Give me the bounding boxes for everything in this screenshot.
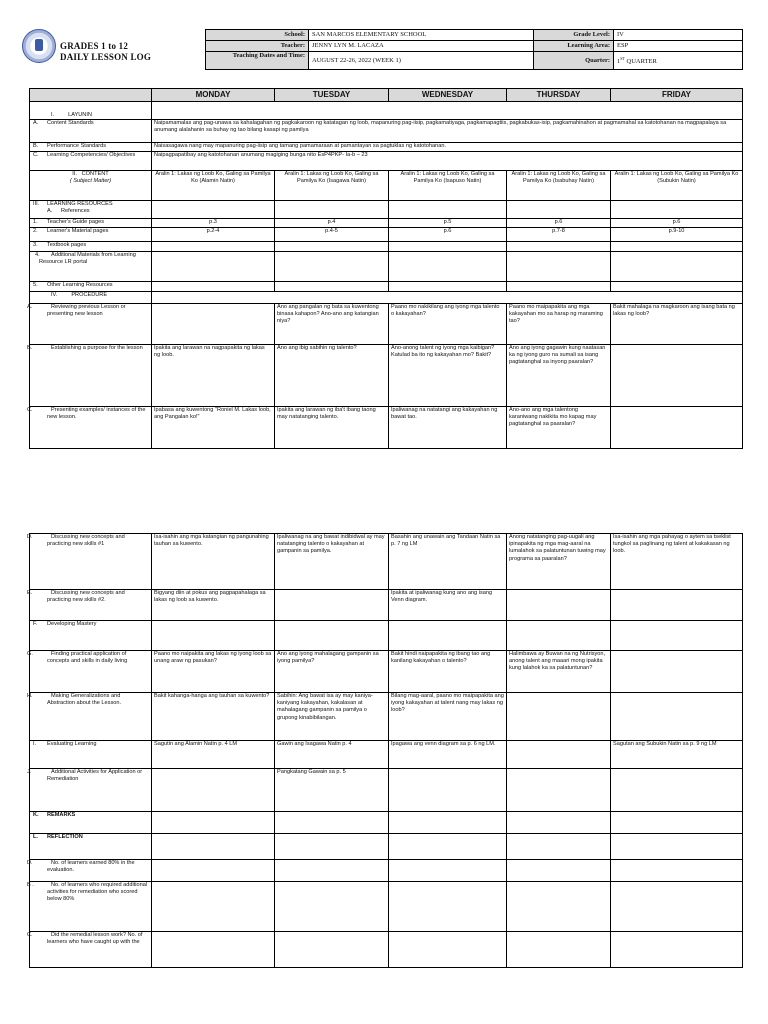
resources-cell-mon: [152, 201, 275, 219]
proc-f-fri: [611, 621, 743, 651]
reflection-row: [30, 834, 743, 860]
reflection-label: [30, 834, 152, 860]
proc-f-letter: F.: [33, 621, 38, 627]
tb-mon: [152, 242, 275, 252]
proc-d-monday: Isa-isahin ang mga katangian ng pangunahing tauhan sa kuwento.: [152, 534, 275, 590]
competencies-row: [30, 152, 743, 171]
content-wednesday: Aralin 1: Lakas ng Loob Ko, Galing sa Pamilya Ko (Isapuso Natin): [389, 171, 507, 201]
proc-h-row: [30, 693, 743, 741]
proc-c-label: [27, 407, 152, 449]
proc-a-text: Reviewing previous Lesson or presenting new lesson: [47, 304, 126, 318]
proc-b-thursday: Ano ang iyong gagawin kung naatasan ka ng iyong guro na sumali sa isang pagtatanghal sa inyong paaralan?: [507, 345, 611, 407]
proc-c-friday: [611, 407, 743, 449]
brand-line-2: DAILY LESSON LOG: [60, 52, 152, 62]
proc-e-letter: E.: [27, 590, 33, 596]
dates-label: Teaching Dates and Time:: [206, 52, 309, 70]
refl-d-thu: [507, 860, 611, 882]
proc-e-label: [27, 590, 152, 621]
remarks-label: [30, 812, 152, 834]
learning-resources-row: [30, 201, 743, 219]
grade-value: IV: [614, 30, 743, 41]
textbook-label: [30, 242, 152, 252]
quarter-value: [614, 52, 743, 70]
proc-j-letter: J.: [27, 769, 32, 775]
olr-mon: [152, 282, 275, 292]
tg-thursday: p.6: [507, 219, 611, 228]
deped-seal-icon: [22, 29, 56, 63]
content-row: [30, 171, 743, 201]
content-num: II.: [72, 171, 77, 177]
proc-e-tuesday: [275, 590, 389, 621]
refl-d-letter: D.: [27, 860, 33, 866]
am-fri: [611, 252, 743, 282]
refl-d-label: [27, 860, 152, 882]
olr-wed: [389, 282, 507, 292]
proc-e-thursday: [507, 590, 611, 621]
learners-material-label: [30, 228, 152, 242]
refl-d-text: No. of learners earned 80% in the evaluation.: [47, 860, 135, 874]
reflection-text: REFLECTION: [47, 834, 83, 840]
days-header-row: [30, 89, 743, 102]
proc-c-thursday: Ano-ano ang mga talentong karaniwang nakikita mo kapag may pagtatanghal sa paaralan?: [507, 407, 611, 449]
quarter-label: Quarter:: [534, 52, 614, 70]
olr-num: 5.: [33, 282, 38, 288]
references-text: References: [61, 208, 90, 215]
resources-num: III.: [33, 201, 40, 207]
content-thursday: Aralin 1: Lakas ng Loob Ko, Galing sa Pamilya Ko (Isabuhay Natin): [507, 171, 611, 201]
performance-standards-label: [30, 143, 152, 152]
school-label: School:: [206, 30, 309, 41]
proc-j-tuesday: Pangkatang Gawain sa p. 5: [275, 769, 389, 812]
refl-c-tue: [275, 932, 389, 968]
content-friday: Aralin 1: Lakas ng Loob Ko, Galing sa Pamilya Ko (Subukin Natin): [611, 171, 743, 201]
resources-cell-wed: [389, 201, 507, 219]
additional-materials-row: [30, 252, 743, 282]
teacher-label: Teacher:: [206, 41, 309, 52]
corner-cell: [30, 89, 152, 102]
proc-b-text: Establishing a purpose for the lesson: [51, 345, 143, 351]
proc-d-tuesday: Ipaliwanag na ang bawat indibidwal ay may natatanging talento o kakayahan at gampanin sa pamilya.: [275, 534, 389, 590]
performance-standards-text: Performance Standards: [47, 143, 107, 149]
refl-c-mon: [152, 932, 275, 968]
proc-h-letter: H.: [27, 693, 33, 699]
references-letter: A.: [47, 208, 53, 215]
refl-d-fri: [611, 860, 743, 882]
proc-c-text: Presenting examples/ instances of the new lesson.: [47, 407, 146, 421]
proc-e-friday: [611, 590, 743, 621]
content-tuesday: Aralin 1: Lakas ng Loob Ko, Galing sa Pamilya Ko (Isagawa Natin): [275, 171, 389, 201]
proc-h-tuesday: Sabihin: Ang bawat isa ay may kaniya-kaniyang kakayahan, kakalasan at mahalagang gampanin sa pamilya o grupong kinabibilangan.: [275, 693, 389, 741]
refl-d-row: [30, 860, 743, 882]
area-value: ESP: [614, 41, 743, 52]
other-resources-label: [30, 282, 152, 292]
content-standards-value: Naipamamalas ang pag-unawa sa kahalagahan ng pagkakaroon ng katatagan ng loob, mapanuring pag-iisip, pagkamatiyaga, pagkamapagtiis, pagkabukas-isip, pagkamahinahon at pagmamahal sa katotohanan na magpapalaya sa anumang alalahanin sa buhay ng tao bilang kasapi ng pamilya: [152, 120, 743, 143]
proc-a-letter: A.: [27, 304, 33, 310]
proc-h-wednesday: Bilang mag-aaral, paano mo maipapakita ang iyong kakayahan at talent nang may lakas ng loob?: [389, 693, 507, 741]
tb-text: Textbook pages: [47, 242, 87, 248]
proc-c-wednesday: Ipaliwanag na natatangi ang kakayahan ng bawat tao.: [389, 407, 507, 449]
resources-cell-fri: [611, 201, 743, 219]
refl-c-letter: C.: [27, 932, 33, 938]
dates-value: AUGUST 22-26, 2022 (WEEK 1): [309, 52, 534, 70]
performance-standards-row: [30, 143, 743, 152]
competencies-label: [30, 152, 152, 171]
proc-c-row: [30, 407, 743, 449]
proc-a-row: [30, 304, 743, 345]
header-info-table: [205, 29, 743, 70]
learners-material-row: [30, 228, 743, 242]
proc-b-letter: B.: [27, 345, 33, 351]
proc-j-wednesday: [389, 769, 507, 812]
refl-c-thu: [507, 932, 611, 968]
am-wed: [389, 252, 507, 282]
brand-line-1: GRADES 1 to 12: [60, 41, 129, 51]
proc-i-tuesday: Gawin ang Isagawa Natin p. 4: [275, 741, 389, 769]
am-num: 4.: [35, 252, 40, 258]
teacher-value: JENNY LYN M. LACAZA: [309, 41, 534, 52]
resources-cell-thu: [507, 201, 611, 219]
layunin-row: [30, 102, 743, 120]
proc-h-text: Making Generalizations and Abstraction about the Lesson.: [47, 693, 122, 707]
proc-g-monday: Paano mo naipakita ang lakas ng iyong loob sa unang araw ng pasukan?: [152, 651, 275, 693]
proc-f-wed: [389, 621, 507, 651]
lesson-table-page-1: [29, 88, 743, 449]
proc-c-letter: C.: [27, 407, 33, 413]
olr-tue: [275, 282, 389, 292]
quarter-word: QUARTER: [624, 58, 657, 66]
tg-num: 1.: [33, 219, 38, 225]
proc-g-letter: G.: [27, 651, 33, 657]
proc-h-monday: Bakit kahanga-hanga ang tauhan sa kuwento?: [152, 693, 275, 741]
proc-b-tuesday: Ano ang ibig sabihin ng talento?: [275, 345, 389, 407]
proc-c-tuesday: Ipakita ang larawan ng iba't ibang taong may natatanging talento.: [275, 407, 389, 449]
refl-d-tue: [275, 860, 389, 882]
refl-b-tue: [275, 882, 389, 932]
lm-friday: p.9-10: [611, 228, 743, 242]
proc-d-text: Discussing new concepts and practicing new skills #1: [47, 534, 125, 548]
day-tuesday: TUESDAY: [275, 89, 389, 102]
proc-i-thursday: [507, 741, 611, 769]
resources-title: LEARNING RESOURCES: [47, 201, 113, 207]
proc-i-friday: Sagutan ang Subukin Natin sa p. 9 ng LM: [611, 741, 743, 769]
performance-standards-value: Naisasagawa nang may mapanuring pag-iisip ang tamang pamamaraan at pamantayan sa pagtuklas ng katotohanan.: [152, 143, 743, 152]
am-tue: [275, 252, 389, 282]
am-thu: [507, 252, 611, 282]
proc-i-wednesday: Ipagawa ang venn diagram sa p. 6 ng LM.: [389, 741, 507, 769]
proc-f-row: [30, 621, 743, 651]
quarter-suffix: ST: [620, 55, 625, 61]
refl-c-row: [30, 932, 743, 968]
remarks-wed: [389, 812, 507, 834]
tg-friday: p.6: [611, 219, 743, 228]
reflection-wed: [389, 834, 507, 860]
proc-d-label: [27, 534, 152, 590]
learning-resources-label: [30, 201, 152, 219]
proc-a-thursday: Paano mo maipapakita ang mga kakayahan mo sa harap ng maraming tao?: [507, 304, 611, 345]
content-standards-label: [30, 120, 152, 143]
additional-materials-label: [30, 252, 152, 282]
tg-text: Teacher's Guide pages: [47, 219, 105, 225]
proc-g-row: [30, 651, 743, 693]
procedure-title: PROCEDURE: [71, 292, 108, 298]
lm-monday: p.2-4: [152, 228, 275, 242]
brand-title: [60, 41, 151, 63]
am-mon: [152, 252, 275, 282]
proc-b-monday: Ipakita ang larawan na nagpapakita ng lakas ng loob.: [152, 345, 275, 407]
tb-fri: [611, 242, 743, 252]
teachers-guide-row: [30, 219, 743, 228]
content-label: [30, 171, 152, 201]
am-text: Additional Materials from Learning Resource LR portal: [39, 252, 136, 266]
proc-j-text: Additional Activities for Application or Remediation: [47, 769, 143, 783]
proc-g-text: Finding practical application of concepts and skills in daily living: [47, 651, 128, 665]
reflection-thu: [507, 834, 611, 860]
procedure-num: IV.: [51, 292, 58, 298]
proc-h-thursday: [507, 693, 611, 741]
tb-tue: [275, 242, 389, 252]
refl-c-wed: [389, 932, 507, 968]
tg-monday: p.3: [152, 219, 275, 228]
content-standards-row: [30, 120, 743, 143]
content-title: CONTENT: [81, 171, 109, 177]
refl-d-mon: [152, 860, 275, 882]
olr-text: Other Learning Resources: [47, 282, 113, 288]
day-monday: MONDAY: [152, 89, 275, 102]
layunin-title: LAYUNIN: [68, 111, 92, 118]
quarter-number: 1: [617, 58, 621, 66]
remarks-letter: K.: [33, 812, 39, 818]
proc-i-text: Evaluating Learning: [47, 741, 97, 747]
proc-f-mon: [152, 621, 275, 651]
competencies-value: Naipagpapatibay ang katotohanan anumang magiging bunga nito EsP4PKP- Ia-b – 23: [152, 152, 743, 171]
content-monday: Aralin 1: Lakas ng Loob Ko, Galing sa Pamilya Ko (Alamin Natin): [152, 171, 275, 201]
remarks-fri: [611, 812, 743, 834]
lm-num: 2.: [33, 228, 38, 234]
proc-i-row: [30, 741, 743, 769]
layunin-heading: [30, 102, 152, 120]
proc-e-text: Discussing new concepts and practicing new skills #2.: [47, 590, 125, 604]
teachers-guide-label: [30, 219, 152, 228]
proc-d-letter: D.: [27, 534, 33, 540]
proc-a-friday: Bakit mahalaga na magkaroon ang isang bata ng lakas ng loob?: [611, 304, 743, 345]
proc-g-tuesday: Ano ang iyong mahalagang gampanin sa iyong pamilya?: [275, 651, 389, 693]
proc-g-wednesday: Bakit hindi naipapakita ng ibang tao ang kanilang kakayahan o talento?: [389, 651, 507, 693]
lm-wednesday: p.6: [389, 228, 507, 242]
lm-text: Learner's Material pages: [47, 228, 109, 234]
day-wednesday: WEDNESDAY: [389, 89, 507, 102]
tb-wed: [389, 242, 507, 252]
proc-a-monday: [152, 304, 275, 345]
proc-h-friday: [611, 693, 743, 741]
refl-b-mon: [152, 882, 275, 932]
proc-j-friday: [611, 769, 743, 812]
proc-d-wednesday: Basahin ang unawain ang Tandaan Natin sa p. 7 ng LM: [389, 534, 507, 590]
proc-g-thursday: Halimbawa ay Buwan na ng Nutrisyon, anong talent ang maaari mong ipakita kung lalahok ka sa palatuntunan?: [507, 651, 611, 693]
proc-d-thursday: Anong natatanging pag-uugali ang ipinapakita ng mga mag-aaral na lumalahok sa palatuntunan tuwing may programa sa paaralan?: [507, 534, 611, 590]
performance-standards-letter: B.: [33, 143, 39, 149]
remarks-thu: [507, 812, 611, 834]
tg-wednesday: p.5: [389, 219, 507, 228]
refl-d-wed: [389, 860, 507, 882]
proc-j-thursday: [507, 769, 611, 812]
proc-j-row: [30, 769, 743, 812]
proc-a-label: [27, 304, 152, 345]
content-standards-letter: A.: [33, 120, 39, 126]
refl-b-wed: [389, 882, 507, 932]
remarks-row: [30, 812, 743, 834]
proc-e-wednesday: Ipakita at ipaliwanag kung ano ang isang Venn diagram.: [389, 590, 507, 621]
layunin-num: I.: [51, 111, 55, 118]
tb-thu: [507, 242, 611, 252]
procedure-label: [30, 292, 152, 304]
reflection-mon: [152, 834, 275, 860]
proc-i-letter: I.: [33, 741, 37, 747]
proc-b-row: [30, 345, 743, 407]
proc-a-wednesday: Paano mo nakikilang ang iyong mga talento o kakayahan?: [389, 304, 507, 345]
proc-b-label: [27, 345, 152, 407]
competencies-letter: C.: [33, 152, 39, 158]
day-thursday: THURSDAY: [507, 89, 611, 102]
day-friday: FRIDAY: [611, 89, 743, 102]
refl-c-text: Did the remedial lesson work? No. of learners who have caught up with the: [47, 932, 143, 946]
lm-thursday: p.7-8: [507, 228, 611, 242]
proc-g-friday: [611, 651, 743, 693]
remarks-mon: [152, 812, 275, 834]
proc-f-tue: [275, 621, 389, 651]
proc-f-text: Developing Mastery: [47, 621, 97, 627]
remarks-text: REMARKS: [47, 812, 76, 818]
lesson-table-page-2: [29, 533, 743, 968]
refl-b-thu: [507, 882, 611, 932]
layunin-blank: [152, 102, 743, 120]
tb-num: 3.: [33, 242, 38, 248]
resources-cell-tue: [275, 201, 389, 219]
content-standards-text: Content Standards: [47, 120, 94, 126]
remarks-tue: [275, 812, 389, 834]
proc-f-thu: [507, 621, 611, 651]
refl-c-label: [27, 932, 152, 968]
school-value: SAN MARCOS ELEMENTARY SCHOOL: [309, 30, 534, 41]
other-resources-row: [30, 282, 743, 292]
olr-fri: [611, 282, 743, 292]
reflection-tue: [275, 834, 389, 860]
proc-d-friday: Isa-isahin ang mga pahayag o aytem sa tseklist tungkol sa paglinang ng talent at kakakasan ng loob.: [611, 534, 743, 590]
proc-h-label: [27, 693, 152, 741]
proc-i-label: [30, 741, 152, 769]
refl-b-row: [30, 882, 743, 932]
textbook-row: [30, 242, 743, 252]
procedure-blank: [152, 292, 743, 304]
olr-thu: [507, 282, 611, 292]
refl-b-fri: [611, 882, 743, 932]
proc-a-tuesday: Ano ang pangalan ng bata sa kuwentong binasa kahapon? Ano-ano ang katangian niya?: [275, 304, 389, 345]
proc-e-monday: Bigyang diin at pokus ang pagpapahalaga sa lakas ng loob sa kuwento.: [152, 590, 275, 621]
proc-j-monday: [152, 769, 275, 812]
grade-label: Grade Level:: [534, 30, 614, 41]
proc-g-label: [27, 651, 152, 693]
lm-tuesday: p.4-5: [275, 228, 389, 242]
refl-b-label: [27, 882, 152, 932]
proc-i-monday: Sagutin ang Alamin Natin p. 4 LM: [152, 741, 275, 769]
proc-f-label: [30, 621, 152, 651]
proc-b-friday: [611, 345, 743, 407]
competencies-text: Learning Competencies/ Objectives: [47, 152, 136, 158]
reflection-fri: [611, 834, 743, 860]
procedure-row: [30, 292, 743, 304]
reflection-letter: L.: [33, 834, 38, 840]
proc-c-monday: Ipabasa ang kuwentong "Roniel M. Lakas loob, ang Pangalan ko!": [152, 407, 275, 449]
proc-d-row: [30, 534, 743, 590]
proc-b-wednesday: Ano-anong talent ng iyong mga kaibigan? Katulad ba ito ng kakayahan mo? Bakit?: [389, 345, 507, 407]
proc-j-label: [27, 769, 152, 812]
tg-tuesday: p.4: [275, 219, 389, 228]
refl-b-text: No. of learners who required additional activities for remediation who scored below 80%: [47, 882, 148, 903]
refl-b-letter: B .: [27, 882, 34, 888]
refl-c-fri: [611, 932, 743, 968]
area-label: Learning Area:: [534, 41, 614, 52]
proc-e-row: [30, 590, 743, 621]
content-sub: ( Subject Matter): [69, 178, 112, 185]
